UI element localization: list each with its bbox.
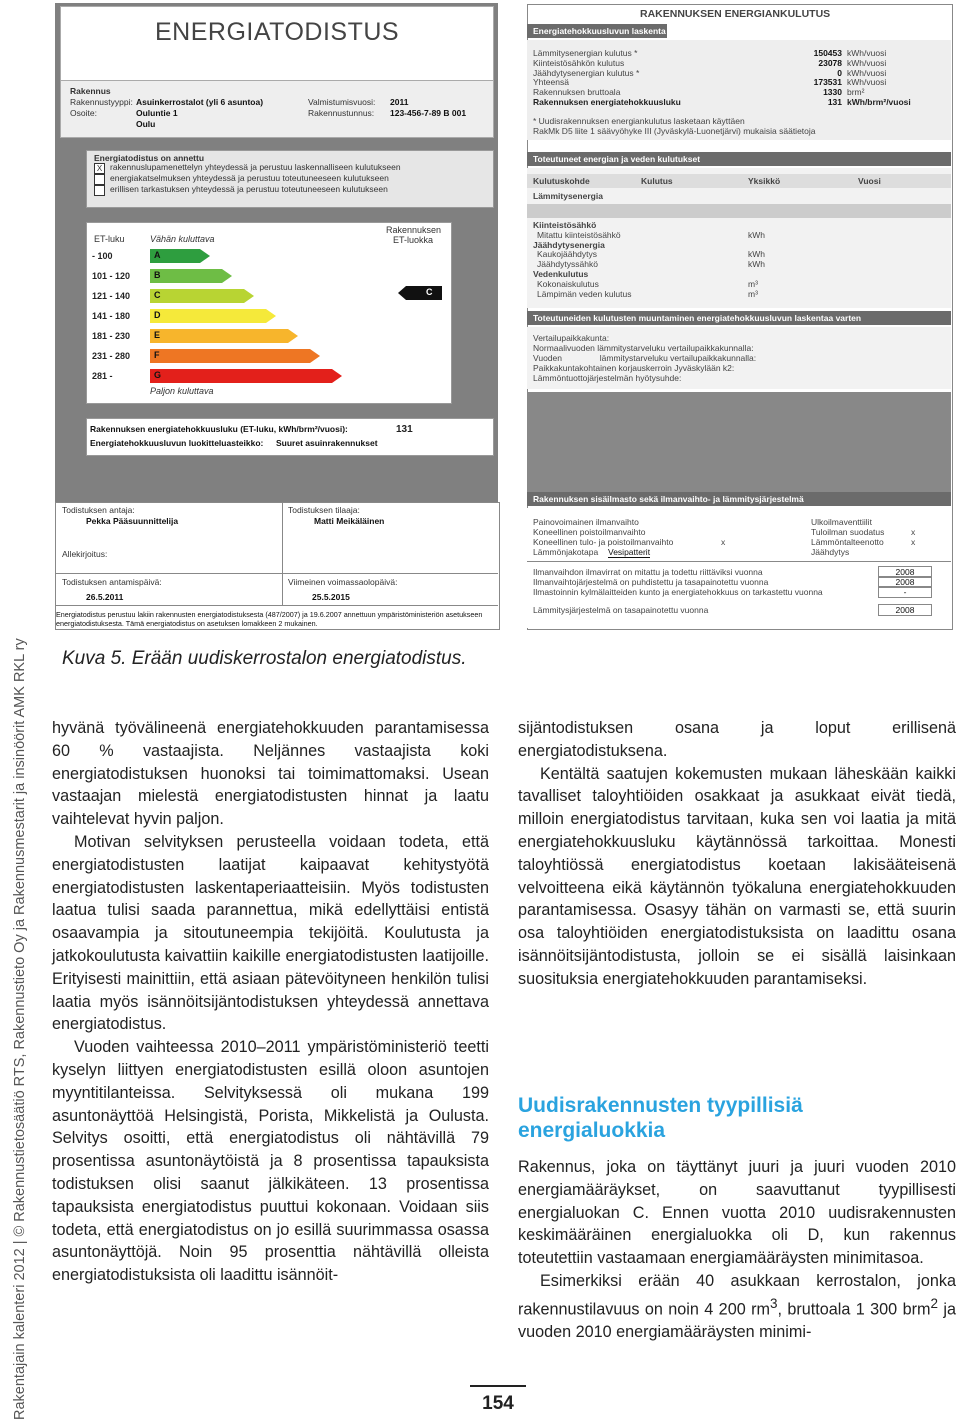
vent-3: Koneellinen tulo- ja poistoilmanvaihto [533,537,674,547]
class-bar-shape [150,309,276,323]
valid-label: Viimeinen voimassaolopäivä: [288,577,398,587]
consumption-unit: m³ [748,278,758,289]
consumption-label: Jäähdytyssähkö [537,259,598,270]
check-1: Ilmanvaihdon ilmavirrat on mitattu ja todettu riittäviksi vuonna [533,567,763,577]
check-1-year: 2008 [878,566,932,578]
p4-part-c: ja vuoden 2010 energiamääräysten minimi- [518,1300,956,1341]
year-label: Valmistumisvuosi: [308,97,376,107]
class-bar-shape [150,269,232,283]
consumption-label: Kokonaiskulutus [537,278,599,289]
right-paragraph-1: sijäntodistuksen osana ja loput erillisenä energiatodistuksena. [518,719,956,760]
class-bar-shape [150,329,298,343]
p4-part-a: Esimerkiksi erään 40 asukkaan kerrostalon, jonka rakennustilavuus on noin 4 200 rm [518,1271,956,1319]
check-4-year: 2008 [878,604,932,616]
report-title: RAKENNUKSEN ENERGIANKULUTUS [640,8,831,20]
section-heading: Uudisrakennusten tyypillisiä energialuokkia [518,1094,803,1142]
calc-label: Rakennuksen energiatehokkuusluku [533,97,681,107]
conv-line-5: Lämmöntuottojärjestelmän hyötysuhde: [533,373,682,383]
check-2-year: 2008 [878,576,932,588]
indoor-gap [527,392,951,492]
valid-value: 25.5.2015 [312,592,350,602]
consumption-label: Kaukojäähdytys [537,249,598,260]
class-letter-e: E [154,330,161,340]
energy-number-value: 131 [396,424,413,435]
superscript-2: 2 [930,1295,938,1311]
address-line1: Ouluntie 1 [136,108,178,118]
check-3-year: - [878,586,932,598]
consumption-label: Lämpimän veden kulutus [537,288,632,299]
class-range-d: 141 - 180 [92,311,131,321]
scale-label: Energiatehokkuusluvun luokitteluasteikko: [90,438,264,448]
calc-value: 23078 [818,57,842,68]
calc-unit: brm² [847,87,865,98]
basis-option-1: rakennuslupamenettelyn yhteydessä ja perustuu laskennalliseen kulutukseen [110,162,401,172]
class-bar-a [150,249,210,263]
class-bar-c [150,289,254,303]
p4-part-b: , bruttoala 1 300 brm [777,1300,931,1319]
col-kulutus: Kulutus [641,176,673,186]
left-paragraph-1: hyvänä työvälineenä energiatehokkuuden parantamisessa 60 % vastaajista. Neljännes vastaajista koki energiatodistuksen huonoksi tai toimimattomaksi. Usean vastaajan mielestä energiatodistusten hinnat ja laatu vaihtelevat hyvin paljon. [52,719,489,829]
col-vuosi: Vuosi [858,176,881,186]
calc-unit: kWh/vuosi [847,48,887,58]
check-2: Ilmanvaihtojärjestelmä on puhdistettu ja tasapainotettu vuonna [533,577,769,587]
calc-note-1: * Uudisrakennuksen energiankulutus lasketaan käyttäen [533,116,745,126]
air-3: Lämmöntalteenotto [811,537,884,547]
address-label: Osoite: [70,108,97,118]
class-bar-g [150,369,342,383]
left-paragraph-2: Motivan selvityksen perusteella voidaan todeta, että energiatodistusten laatijat kaipaavat kehitystyötä energiatodistusten laskentaperiaatteisiin. Myös todistusten laatua tulisi saada parannettua, mikä edellyttäisi entistä osaavampia ja sitoutuneempia tekijöitä. Koulutusta ja jatkokoulutusta kaivattiin kaikille energiatodistusten laatijoille. Erityisesti mainittiin, että asiaan pätevöityneen henkilön tulisi laatia myös isännöitsijäntodistuksen yhteydessä annettava energiatodistus. [52,832,489,1034]
class-range-e: 181 - 230 [92,331,131,341]
building-type-label: Rakennustyyppi: [70,97,133,107]
actual-col-header-bg [527,174,951,188]
signature-label: Allekirjoitus: [62,549,108,559]
calc-unit: kWh/vuosi [847,57,887,68]
right-paragraph-4 [518,1270,956,1344]
heat-label: Lämmitysenergia [533,191,603,201]
calc-value: 150453 [813,48,842,58]
building-header: Rakennus [70,86,111,96]
calc-unit: kWh/brm²/vuosi [847,97,911,107]
indoor-divider [527,561,951,562]
orderer-label: Todistuksen tilaaja: [288,505,360,515]
air-2-mark: x [911,527,916,537]
class-range-g: 281 - [92,371,113,381]
calc-unit: kWh/vuosi [847,77,887,88]
col-yksikko: Yksikkö [748,176,781,186]
calc-label: Kiinteistösähkön kulutus [533,57,625,68]
vent-3-mark: x [721,537,726,547]
superscript-3: 3 [769,1295,778,1311]
class-bar-shape [150,349,320,363]
certificate-title: ENERGIATODISTUS [155,18,400,46]
class-bar-shape [150,289,254,303]
indoor-header: Rakennuksen sisäilmasto sekä ilmanvaihto- ja lämmitysjärjestelmä [527,492,951,506]
conv-line-3: Vuoden lämmitystarveluku vertailupaikkakunnalla: [533,353,757,363]
orderer-value: Matti Meikäläinen [314,516,385,526]
calc-value: 173531 [813,77,842,88]
scale-value: Suuret asuinrakennukset [276,438,378,448]
right-column-lower [518,1156,956,1344]
conversion-header: Toteutuneiden kulutusten muuntaminen energiatehokkuusluvun laskentaa varten [527,311,951,325]
actual-gap [527,204,951,218]
sidebar-copyright-text: Rakentajain kalenteri 2012 | © Rakennustietosäätiö RTS, Rakennustieto Oy ja Rakennusmestarit ja insinöörit AMK RKL ry [12,638,28,1420]
right-paragraph-2: Kentältä saatujen kokemusten mukaan läheskään kaikki tavalliset taloyhtiöiden osakkaat ja asukkaat eivät tiedä, milloin energiatodistus tarvitaan, kuka sen voi laatia ja mitä energiatehokkuusluku käytännössä tarkoittaa. Monesti taloyhtiössä energiatodistus koetaan lakisääteisenä velvoitteena eikä käytännön työkaluna energiatehokkuuden parantamisessa. Osasyy tähän on varmasti se, että suurin osa taloyhtiöiden energiatodistuksista on laadittu osana isännöitsijäntodistusta, jolloin se ei sisällä laisinkaan suosituksia energiatehokkuuden parantamiseksi. [518,764,956,988]
issuer-value: Pekka Pääsuunnittelija [86,516,179,526]
signature-hline-2 [55,605,498,606]
vent-1: Painovoimainen ilmanvaihto [533,517,639,527]
actual-header: Toteutuneet energian ja veden kulutukset [527,152,951,166]
building-id-label: Rakennustunnus: [308,108,375,118]
left-column [52,717,489,1287]
calc-header: Energiatehokkuusluvun laskenta [527,24,667,38]
consumption-unit: kWh [748,249,765,260]
check-4: Lämmitysjärjestelmä on tasapainotettu vuonna [533,605,709,615]
class-range-a: - 100 [92,251,113,261]
et-header: ET-luku [94,234,125,244]
footnote-line-2: energiatodistuksesta. Tämä energiatodistus on asetuksen lomakkeen 2 mukainen. [56,619,318,628]
air-2: Tuloilman suodatus [811,527,885,537]
calc-label: Lämmitysenergian kulutus * [533,48,638,58]
class-bar-f [150,349,320,363]
class-bar-e [150,329,298,343]
class-indicator-arrow [398,286,442,300]
class-letter-b: B [154,270,161,280]
building-type-value: Asuinkerrostalot (yli 6 asuntoa) [136,97,264,107]
class-letter-f: F [154,350,160,360]
class-letter-d: D [154,310,161,320]
class-bar-b [150,269,232,283]
left-paragraph-3: Vuoden vaihteessa 2010–2011 ympäristöministeriö teetti kyselyn liittyen energiatodistusten esillä oloon asuntojen myyntitilanteissa. Selvityksessä oli mukana 199 asuntonäyttöä Helsingistä, Porista, Mikkelistä ja Oulusta. Selvitys osoitti, että energiatodistus oli nähtävillä 79 prosentissa asuntonäytöistä ja 8 prosentissa tapauksista todistuksen olisi saanut jälkikäteen. 13 prosentissa tapauksista energiatodistus puuttui kokonaan. Voidaan siis todeta, että energiatodistus on jo esillä suurimmassa osassa asuntonäyttöjä. Noin 95 prosenttia nähtävillä olleista energiatodistuksista oli laadittu isännöit- [52,1038,489,1285]
check-3: Ilmastoinnin kylmälaitteiden kunto ja energiatehokkuus on tarkastettu vuonna [533,587,823,597]
high-consumption-label: Paljon kuluttava [150,386,214,396]
calc-note-2: RakMk D5 liite 1 säävyöhyke III (Jyväskylä-Luonetjärvi) mukaisia säätietoja [533,126,816,136]
figure-caption: Kuva 5. Erään uudiskerrostalon energiatodistus. [62,648,467,669]
energy-number-label: Rakennuksen energiatehokkuusluku (ET-luku, kWh/brm²/vuosi): [90,424,348,434]
calc-label: Rakennuksen bruttoala [533,87,621,98]
col-kohde: Kulutuskohde [533,176,590,186]
basis-checkbox-2 [94,174,105,185]
conv-line-4: Paikkakuntakohtainen korjauskerroin Jyväskylään k2: [533,363,735,373]
calc-label: Jäähdytysenergian kulutus * [533,67,640,78]
address-line2: Oulu [136,119,156,129]
consumption-unit: kWh [748,259,765,270]
air-1: Ulkoilmaventtiilit [811,517,872,527]
calc-unit: kWh/vuosi [847,67,887,78]
issue-date-label: Todistuksen antamispäivä: [62,577,162,587]
class-range-c: 121 - 140 [92,291,131,301]
consumption-label: Mitattu kiinteistösähkö [537,229,621,240]
class-arrow-shape [398,286,442,300]
calc-value: 131 [827,97,842,107]
calc-value: 0 [837,67,842,78]
vent-4-value: Vesipatterit [608,547,651,557]
class-header-2: ET-luokka [393,235,434,245]
basis-option-2: energiakatselmuksen yhteydessä ja perustuu toteutuneeseen kulutukseen [110,173,389,183]
vent-2: Koneellinen poistoilmanvaihto [533,527,646,537]
sidebar-copyright [0,600,28,1420]
class-letter-g: G [154,370,162,380]
consumption-label: Vedenkulutus [533,269,589,279]
basis-checkbox-1 [94,163,105,174]
class-letter-a: A [154,250,161,260]
basis-check-mark: X [96,164,103,173]
consumption-unit: kWh [748,229,765,240]
class-range-b: 101 - 120 [92,271,131,281]
class-bar-shape [150,369,342,383]
right-column [518,717,956,991]
footnote-line-1: Energiatodistus perustuu lakiin rakennusten energiatodistuksesta (487/2007) ja 19.6.2007 annettuun ympäristöministeriön asetukseen [56,610,483,619]
signature-hline-1 [55,573,498,574]
building-class-value: C [426,287,433,297]
right-paragraph-3: Rakennus, joka on täyttänyt juuri ja juuri vuoden 2010 energiamääräykset, on saavuttanut tyypillisesti energialuokan C. Ennen vuotta 2010 uudisrakennusten keskimääräinen energialuokka oli D, kun rakennus toteutettiin vastaamaan energiamääräysten minimitasoa. [518,1158,956,1268]
building-id-value: 123-456-7-89 B 001 [390,108,467,118]
basis-option-3: erillisen tarkastuksen yhteydessä ja perustuu toteutuneeseen kulutukseen [110,184,388,194]
air-3-mark: x [911,537,916,547]
issue-date-value: 26.5.2011 [86,592,124,602]
conv-line-1: Vertailupaikkakunta: [533,333,610,343]
year-value: 2011 [390,97,409,107]
page-number: 154 [470,1385,526,1415]
consumption-label: Jäähdytysenergia [533,239,605,250]
class-header-1: Rakennuksen [386,225,442,235]
calc-label: Yhteensä [533,77,569,88]
class-bar-d [150,309,276,323]
class-letter-c: C [154,290,161,300]
basis-header: Energiatodistus on annettu [94,153,205,163]
signature-divider [282,502,283,606]
class-range-f: 231 - 280 [92,351,131,361]
basis-checkbox-3 [94,185,105,196]
low-consumption-label: Vähän kuluttava [150,234,215,244]
consumption-label: Kiinteistösähkö [533,220,597,230]
air-4: Jäähdytys [811,547,850,557]
issuer-label: Todistuksen antaja: [62,505,135,515]
calc-value: 1330 [823,87,842,98]
conv-line-2: Normaalivuoden lämmitystarveluku vertailupaikkakunnalla: [533,343,754,353]
consumption-unit: m³ [748,288,758,299]
vent-4: Lämmönjakotapa [533,547,599,557]
